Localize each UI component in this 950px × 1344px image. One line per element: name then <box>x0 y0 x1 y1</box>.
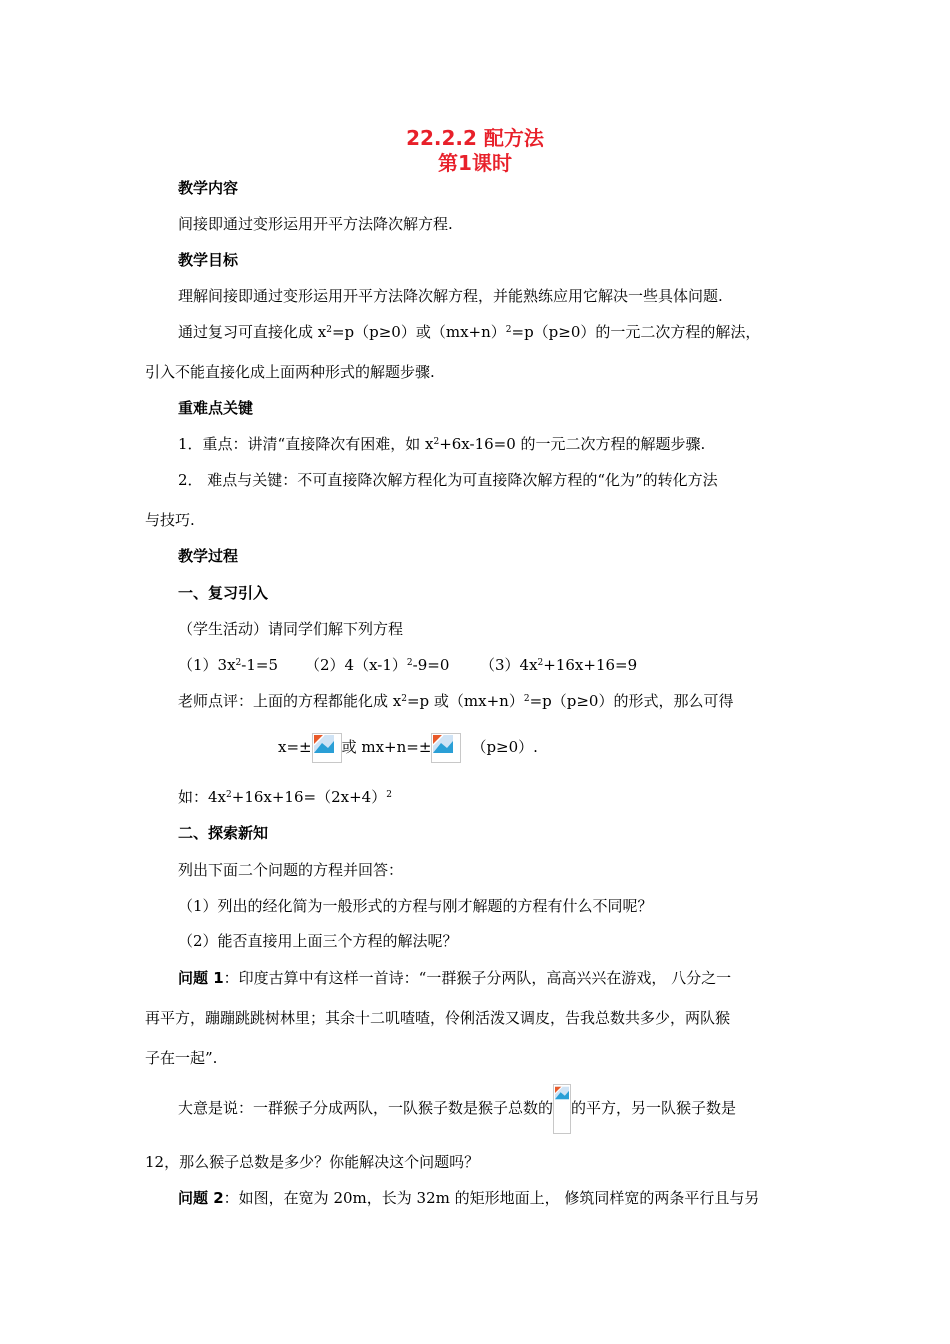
equation-2: $(2)4(x-1)^2-9=0$ <box>305 656 450 674</box>
paragraph: 间接即通过变形运用开平方法降次解方程. <box>178 215 453 233</box>
paragraph: 1．重点：讲清“直接降次有困难，如 $x^2+6x-16=0$ 的一元二次方程的解题步骤. <box>178 435 706 453</box>
paragraph: 再平方，蹦蹦跳跳树林里；其余十二叽喳喳，伶俐活泼又调皮，告我总数共多少，两队猴 <box>145 1009 731 1027</box>
heading-goals: 教学目标 <box>178 251 239 269</box>
paragraph: 理解间接即通过变形运用开平方法降次解方程，并能熟练应用它解决一些具体问题. <box>178 287 723 305</box>
paragraph: 大意是说：一群猴子分成两队，一队猴子数是猴子总数的 的平方，另一队猴子数是 <box>178 1083 736 1134</box>
image-placeholder-icon <box>431 733 461 763</box>
equation-1: $(1)3x^2-1=5$ <box>178 656 279 674</box>
paragraph: 子在一起”. <box>145 1049 218 1067</box>
problem-2: 问题 2：如图，在宽为 20m，长为 32m 的矩形地面上， 修筑同样宽的两条平行且与另 <box>178 1189 760 1207</box>
example: 如：$4x^2+16x+16=(2x+4)^2$ <box>178 788 392 806</box>
paragraph: 通过复习可直接化成 $x^2=p(p\ge 0)$或$(mx+n)^2=p(p\ge 0)$的一元二次方程的解法， <box>178 323 761 341</box>
paragraph: 列出下面二个问题的方程并回答： <box>178 861 404 879</box>
paragraph: 引入不能直接化成上面两种形式的解题步骤. <box>145 363 435 381</box>
question-1: （1）列出的经化简为一般形式的方程与刚才解题的方程有什么不同呢？ <box>178 897 653 915</box>
paragraph: 12，那么猴子总数是多少？你能解决这个问题吗？ <box>145 1153 480 1171</box>
paragraph: 与技巧. <box>145 511 195 529</box>
image-placeholder-icon <box>312 733 342 763</box>
heading-content: 教学内容 <box>178 179 239 197</box>
heading-review: 一、复习引入 <box>178 584 269 602</box>
heading-key-points: 重难点关键 <box>178 399 254 417</box>
heading-process: 教学过程 <box>178 547 239 565</box>
doc-title: 22.2.2 配方法 <box>406 126 544 150</box>
problem-1: 问题 1：印度古算中有这样一首诗：“一群猴子分两队，高高兴兴在游戏， 八分之一 <box>178 969 732 987</box>
equation-3: $(3)4x^2+16x+16=9$ <box>480 656 638 674</box>
formula-line: x=± 或 mx+n=± （p≥0）. <box>278 730 538 764</box>
heading-explore: 二、探索新知 <box>178 824 269 842</box>
doc-subtitle: 第1课时 <box>438 151 512 175</box>
image-placeholder-icon <box>553 1084 571 1134</box>
question-2: （2）能否直接用上面三个方程的解法呢？ <box>178 932 458 950</box>
paragraph: （学生活动）请同学们解下列方程 <box>178 620 404 638</box>
paragraph: 老师点评：上面的方程都能化成 $x^2=p$ 或$(mx+n)^2=p(p\ge 0)$的形式，那么可得 <box>178 692 734 710</box>
paragraph: 2． 难点与关键：不可直接降次解方程化为可直接降次解方程的“化为”的转化方法 <box>178 471 718 489</box>
